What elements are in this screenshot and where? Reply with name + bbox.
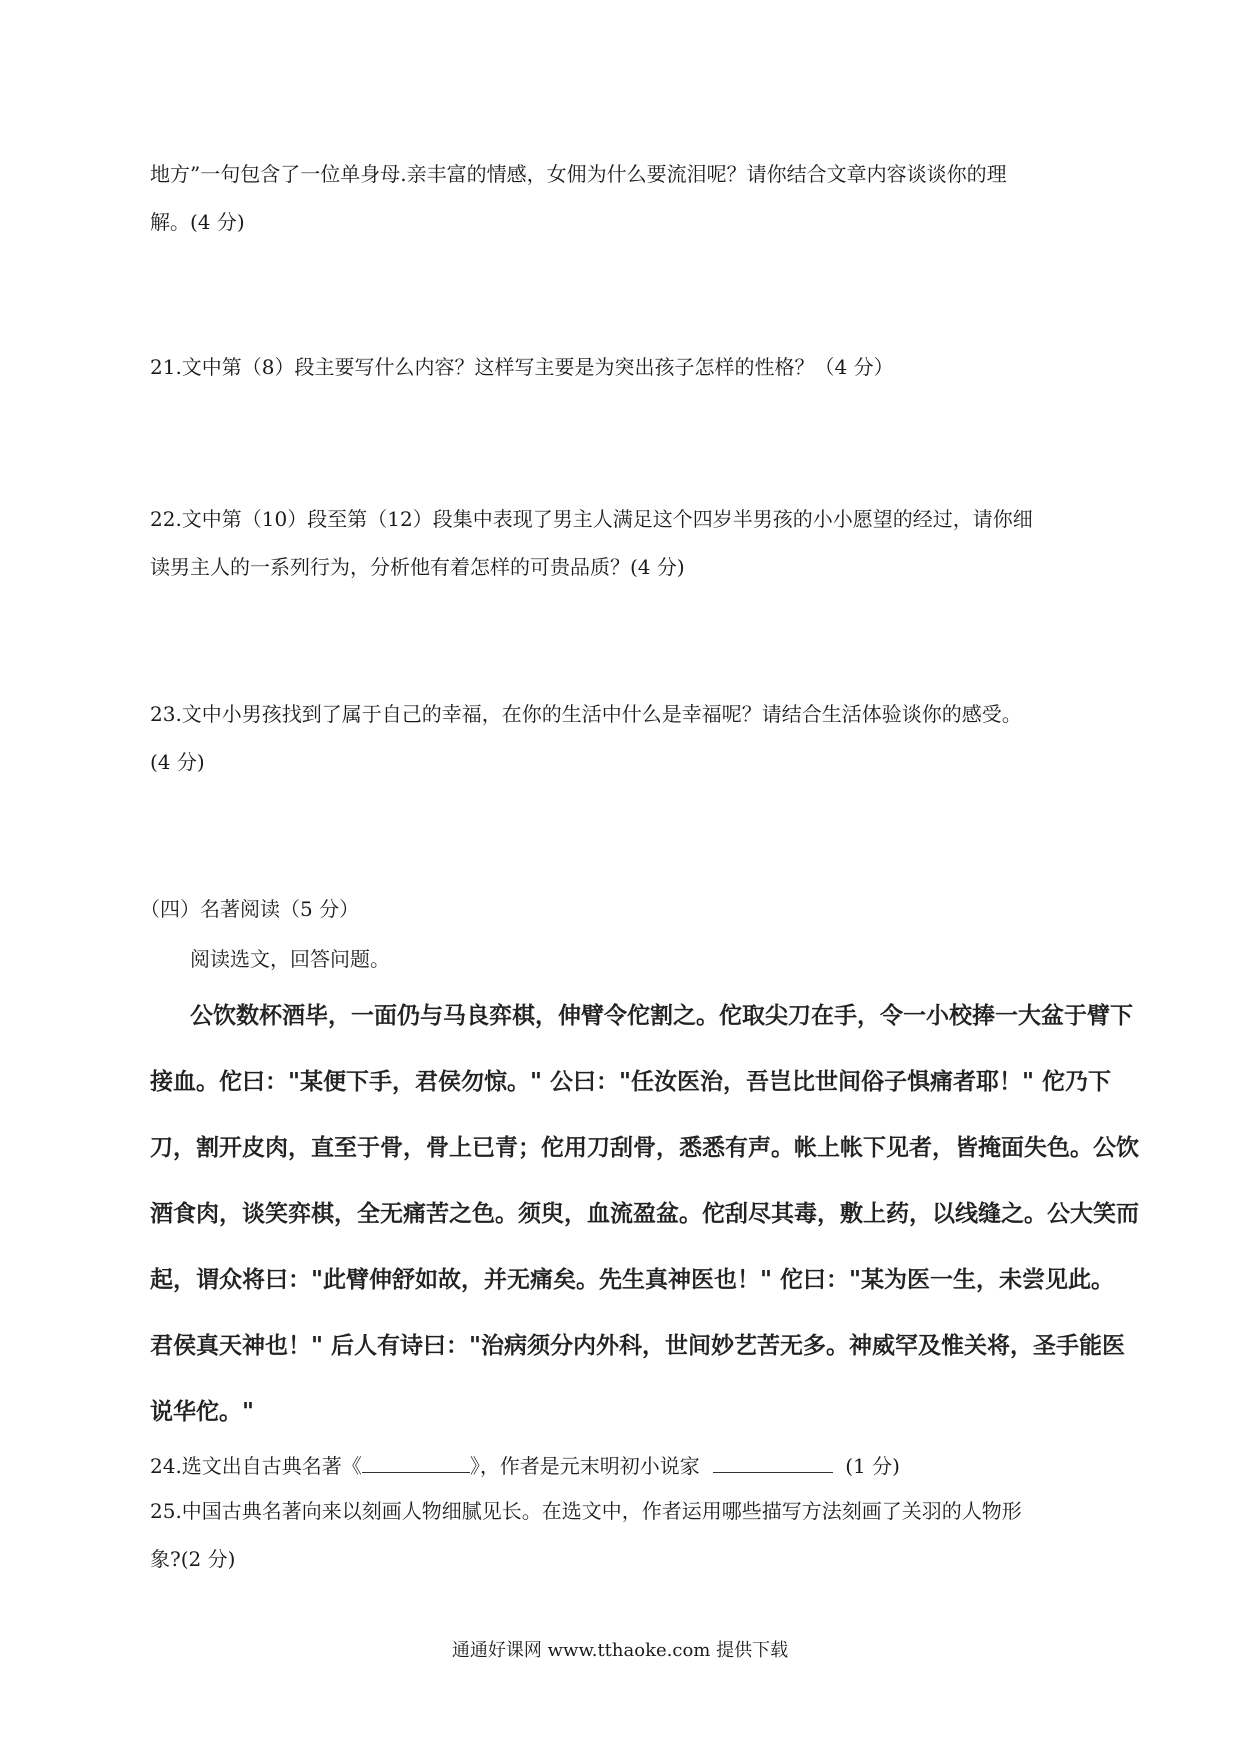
page-footer: 通通好课网 www.tthaoke.com 提供下载 <box>451 1640 789 1661</box>
q24-prefix: 24.选文出自古典名著 <box>150 1454 342 1478</box>
q20-line-2: 解。(4 分) <box>150 210 245 234</box>
section-instruction: 阅读选文，回答问题。 <box>190 947 390 971</box>
q25-line-2: 象?(2 分) <box>150 1547 236 1571</box>
q23-line-2: (4 分) <box>150 750 205 774</box>
book-title-blank[interactable] <box>362 1452 470 1473</box>
q24-open-quote: 《 <box>341 1454 362 1478</box>
passage-line: 说华佗。" <box>150 1399 254 1425</box>
q24-close-quote: 》 <box>469 1454 480 1478</box>
question-21: 21.文中第（8）段主要写什么内容？这样写主要是为突出孩子怎样的性格？（4 分） <box>150 355 894 379</box>
question-24 <box>150 1452 900 1480</box>
q22-line-1: 22.文中第（10）段至第（12）段集中表现了男主人满足这个四岁半男孩的小小愿望的经过，请你细 <box>150 507 1033 531</box>
q23-line-1: 23.文中小男孩找到了属于自己的幸福，在你的生活中什么是幸福呢？请结合生活体验谈你的感受。 <box>150 702 1022 726</box>
author-blank[interactable] <box>713 1452 833 1473</box>
q24-middle: ，作者是元末明初小说家 <box>479 1454 700 1478</box>
passage-line: 起，谓众将曰："此臂伸舒如故，并无痛矣。先生真神医也！" 佗曰："某为医一生，未尝见此。 <box>150 1267 1114 1293</box>
q25-line-1: 25.中国古典名著向来以刻画人物细腻见长。在选文中，作者运用哪些描写方法刻画了关羽的人物形 <box>150 1499 1022 1523</box>
section-heading: （四）名著阅读（5 分） <box>140 897 360 921</box>
passage-line: 酒食肉，谈笑弈棋，全无痛苦之色。须臾，血流盈盆。佗刮尽其毒，敷上药，以线缝之。公大笑而 <box>150 1201 1139 1227</box>
q24-suffix: (1 分) <box>845 1454 900 1478</box>
q20-line-1: 地方”一句包含了一位单身母.亲丰富的情感，女佣为什么要流泪呢？请你结合文章内容谈谈你的理 <box>150 162 1007 186</box>
passage-line: 接血。佗曰："某便下手，君侯勿惊。" 公曰："任汝医治，吾岂比世间俗子惧痛者耶！" 佗乃下 <box>150 1069 1111 1095</box>
passage-line: 公饮数杯酒毕，一面仍与马良弈棋，伸臂令佗割之。佗取尖刀在手，令一小校捧一大盆于臂下 <box>190 1003 1133 1029</box>
passage-line: 君侯真天神也！" 后人有诗曰："治病须分内外科，世间妙艺苦无多。神威罕及惟关将，圣手能医 <box>150 1333 1125 1359</box>
passage-line: 刀，割开皮肉，直至于骨，骨上已青；佗用刀刮骨，悉悉有声。帐上帐下见者，皆掩面失色。公饮 <box>150 1135 1139 1161</box>
q22-line-2: 读男主人的一系列行为，分析他有着怎样的可贵品质？(4 分) <box>150 555 685 579</box>
